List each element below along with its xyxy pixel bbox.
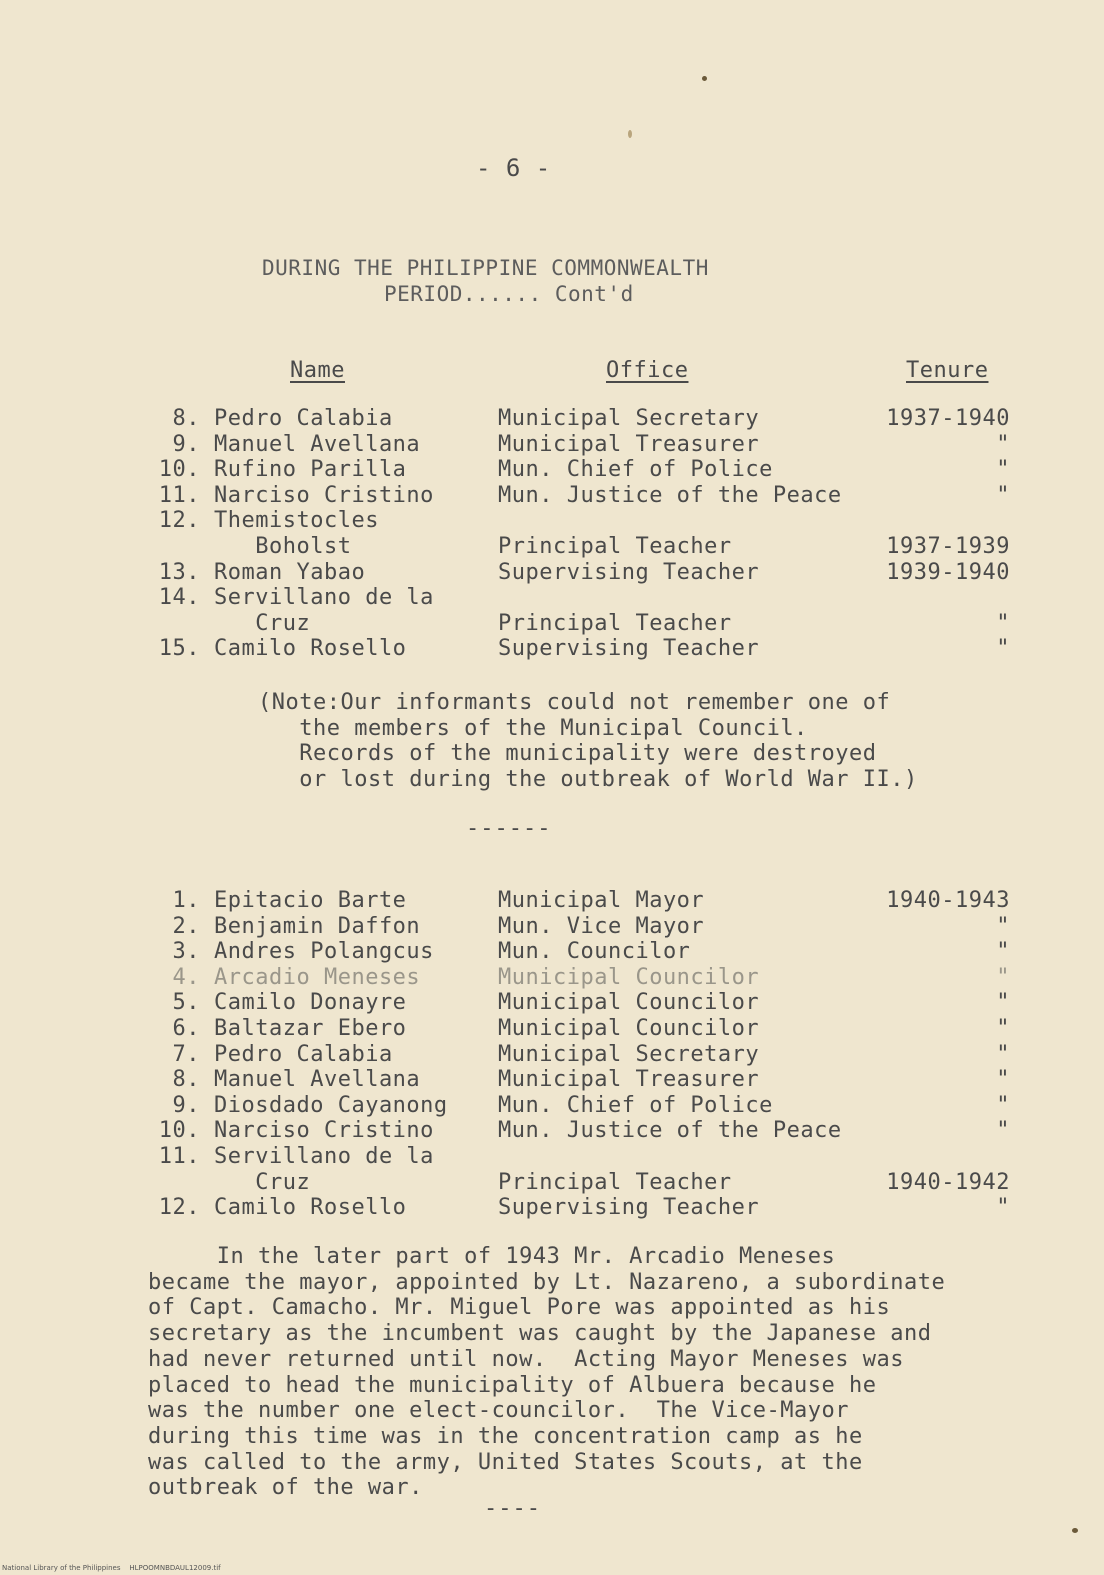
row-number: 10. xyxy=(158,457,200,483)
paragraph-line: placed to head the municipality of Albuera because he xyxy=(148,1372,877,1398)
official-office: Municipal Councilor xyxy=(498,990,760,1016)
official-name: Epitacio Barte xyxy=(214,888,407,913)
row-number: 4. xyxy=(172,964,200,990)
note-line: or lost during the outbreak of World War II.) xyxy=(258,766,918,792)
official-name: Servillano de la xyxy=(214,585,434,611)
column-header-name: Name xyxy=(290,358,345,383)
official-tenure: " xyxy=(996,1016,1010,1041)
paragraph-line: was the number one elect-councilor. The Vice-Mayor xyxy=(148,1398,850,1424)
official-name: Cruz xyxy=(214,610,311,636)
official-office: Municipal Secretary xyxy=(498,406,760,431)
row-number: 2. xyxy=(172,913,200,939)
row-number: 14. xyxy=(158,585,200,611)
official-office: Municipal Treasurer xyxy=(498,431,760,457)
official-office: Supervising Teacher xyxy=(498,1195,760,1221)
row-number: 7. xyxy=(172,1041,200,1067)
paragraph-line: during this time was in the concentration camp as he xyxy=(148,1423,863,1449)
official-office: Municipal Councilor xyxy=(498,1016,760,1041)
official-tenure: 1940-1943 xyxy=(886,888,1010,913)
section-title-line2: PERIOD...... Cont'd xyxy=(384,282,634,306)
official-office: Mun. Justice of the Peace xyxy=(498,1118,842,1144)
separator-dashes-end: ---- xyxy=(484,1496,541,1521)
official-name: Baltazar Ebero xyxy=(214,1016,407,1041)
paragraph-line: In the later part of 1943 Mr. Arcadio Meneses xyxy=(148,1244,836,1269)
official-office: Mun. Chief of Police xyxy=(498,1092,773,1118)
row-number: 11. xyxy=(158,482,200,508)
official-office: Mun. Justice of the Peace xyxy=(498,482,842,508)
row-number: 8. xyxy=(172,1067,200,1093)
official-office: Mun. Vice Mayor xyxy=(498,913,705,939)
official-name: Manuel Avellana xyxy=(214,1067,421,1093)
official-name: Cruz xyxy=(214,1169,311,1195)
row-number: 15. xyxy=(158,636,200,662)
official-office: Municipal Secretary xyxy=(498,1041,760,1067)
row-number: 12. xyxy=(158,508,200,534)
official-office: Principal Teacher xyxy=(498,1169,732,1195)
official-tenure: " xyxy=(996,457,1010,483)
official-tenure: 1940-1942 xyxy=(886,1169,1010,1195)
column-header-tenure: Tenure xyxy=(906,358,989,383)
official-tenure: " xyxy=(996,1092,1010,1118)
official-office: Municipal Councilor xyxy=(498,964,760,990)
paragraph-line: secretary as the incumbent was caught by the Japanese and xyxy=(148,1321,932,1347)
official-tenure: " xyxy=(996,913,1010,939)
row-number: 12. xyxy=(158,1195,200,1221)
official-office: Municipal Treasurer xyxy=(498,1067,760,1093)
row-number: 11. xyxy=(158,1144,200,1169)
official-name: Pedro Calabia xyxy=(214,1041,393,1067)
official-name: Manuel Avellana xyxy=(214,431,421,457)
official-name: Themistocles xyxy=(214,508,379,534)
row-number: 6. xyxy=(172,1016,200,1041)
official-name: Rufino Parilla xyxy=(214,457,407,483)
official-tenure: " xyxy=(996,482,1010,508)
row-number: 9. xyxy=(172,1092,200,1118)
official-tenure: " xyxy=(996,610,1010,636)
row-number: 1. xyxy=(172,888,200,913)
official-tenure: 1937-1939 xyxy=(886,534,1010,559)
row-number: 9. xyxy=(172,431,200,457)
paragraph-line: of Capt. Camacho. Mr. Miguel Pore was appointed as his xyxy=(148,1295,891,1321)
official-tenure: " xyxy=(996,1067,1010,1093)
official-office: Mun. Councilor xyxy=(498,939,691,965)
official-name: Pedro Calabia xyxy=(214,406,393,431)
page-number: - 6 - xyxy=(476,154,551,182)
paper-speck xyxy=(1072,1528,1078,1533)
paragraph-line: had never returned until now. Acting Mayor Meneses was xyxy=(148,1346,904,1372)
official-tenure: " xyxy=(996,964,1010,990)
official-tenure: 1939-1940 xyxy=(886,559,1010,585)
official-name: Servillano de la xyxy=(214,1144,434,1169)
official-name: Narciso Cristino xyxy=(214,482,434,508)
official-tenure: " xyxy=(996,1118,1010,1144)
scan-footer: National Library of the Philippines HLPOOMNBDAUL12009.tif xyxy=(2,1564,221,1572)
official-name: Boholst xyxy=(214,534,352,559)
official-name: Andres Polangcus xyxy=(214,939,434,965)
official-tenure: " xyxy=(996,1041,1010,1067)
official-name: Arcadio Meneses xyxy=(214,964,421,990)
official-name: Camilo Rosello xyxy=(214,1195,407,1221)
row-number: 5. xyxy=(172,990,200,1016)
paragraph-line: was called to the army, United States Scouts, at the xyxy=(148,1449,863,1475)
official-office: Supervising Teacher xyxy=(498,559,760,585)
official-tenure: " xyxy=(996,1195,1010,1221)
note-line: Records of the municipality were destroyed xyxy=(258,741,877,766)
official-name: Camilo Donayre xyxy=(214,990,407,1016)
official-office: Principal Teacher xyxy=(498,610,732,636)
paper-speck xyxy=(702,76,707,81)
note-line: the members of the Municipal Council. xyxy=(258,715,808,741)
official-tenure: " xyxy=(996,431,1010,457)
official-tenure: " xyxy=(996,990,1010,1016)
row-number: 10. xyxy=(158,1118,200,1144)
paper-speck xyxy=(628,130,632,138)
official-office: Supervising Teacher xyxy=(498,636,760,662)
official-name: Roman Yabao xyxy=(214,559,366,585)
row-number: 8. xyxy=(172,406,200,431)
section-title-line1: DURING THE PHILIPPINE COMMONWEALTH xyxy=(262,256,709,280)
official-name: Benjamin Daffon xyxy=(214,913,421,939)
official-name: Diosdado Cayanong xyxy=(214,1092,448,1118)
note-line: (Note:Our informants could not remember one of xyxy=(258,690,891,715)
separator-dashes: ------ xyxy=(466,816,552,841)
official-office: Mun. Chief of Police xyxy=(498,457,773,483)
official-tenure: " xyxy=(996,636,1010,662)
column-header-office: Office xyxy=(606,358,689,383)
paragraph-line: became the mayor, appointed by Lt. Nazareno, a subordinate xyxy=(148,1269,946,1295)
official-name: Narciso Cristino xyxy=(214,1118,434,1144)
official-name: Camilo Rosello xyxy=(214,636,407,662)
row-number: 13. xyxy=(158,559,200,585)
official-office: Municipal Mayor xyxy=(498,888,705,913)
row-number: 3. xyxy=(172,939,200,965)
official-office: Principal Teacher xyxy=(498,534,732,559)
paragraph-line: outbreak of the war. xyxy=(148,1475,423,1501)
official-tenure: " xyxy=(996,939,1010,965)
official-tenure: 1937-1940 xyxy=(886,406,1010,431)
